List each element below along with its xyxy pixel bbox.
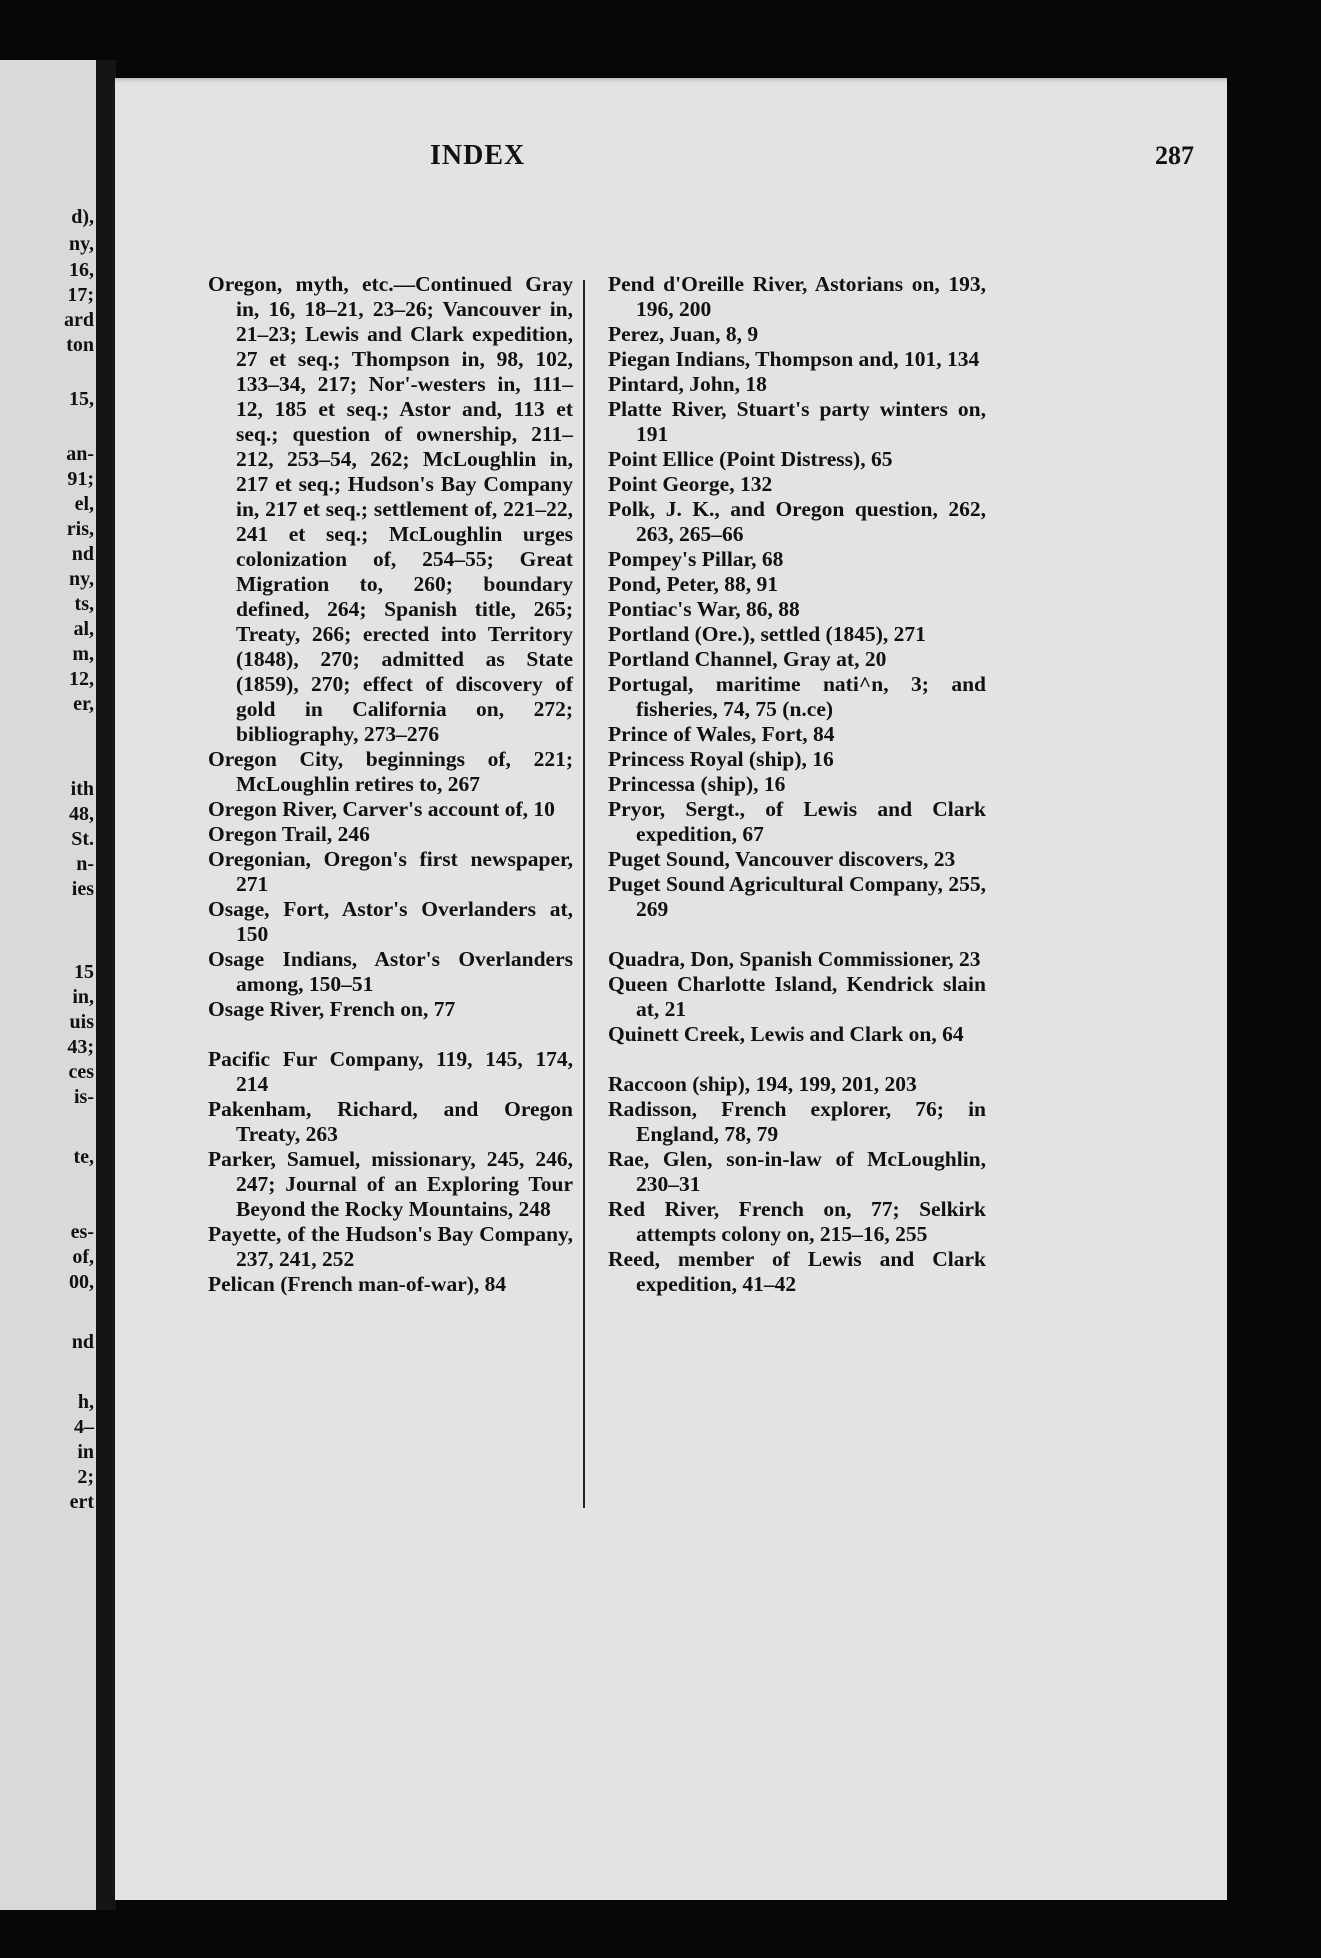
facing-page-fragment: 15,	[69, 388, 94, 410]
index-entry: Pryor, Sergt., of Lewis and Clark expedition, 67	[608, 797, 986, 846]
index-entry: Pond, Peter, 88, 91	[608, 572, 778, 596]
facing-page-text-fragments	[0, 60, 100, 1910]
index-entry: Princessa (ship), 16	[608, 772, 786, 796]
facing-page-fragment: ces	[68, 1061, 94, 1083]
index-entry: Raccoon (ship), 194, 199, 201, 203	[608, 1072, 917, 1096]
index-entry: Pakenham, Richard, and Oregon Treaty, 263	[208, 1097, 573, 1146]
facing-page-fragment: es-	[70, 1221, 94, 1243]
facing-page-fragment: uis	[69, 1011, 94, 1033]
index-entry: Puget Sound, Vancouver discovers, 23	[608, 847, 956, 871]
index-entry: Payette, of the Hudson's Bay Company, 237, 241, 252	[208, 1222, 573, 1271]
facing-page-fragment: ts,	[74, 593, 94, 615]
facing-page-fragment: nd	[71, 1331, 94, 1353]
facing-page-fragment: in,	[72, 986, 94, 1008]
facing-page-fragment: ith	[70, 778, 94, 800]
index-entry: Osage Indians, Astor's Overlanders among, 150–51	[208, 947, 573, 996]
index-column-right	[608, 272, 986, 1297]
letter-section-gap	[608, 1047, 986, 1072]
facing-page-fragment: 00,	[69, 1271, 94, 1293]
index-column-left	[208, 272, 573, 1297]
index-entry: Point George, 132	[608, 472, 773, 496]
facing-page-fragment: ny,	[68, 568, 94, 590]
index-entry: Pelican (French man-of-war), 84	[208, 1272, 507, 1296]
facing-page-fragment: of,	[72, 1246, 94, 1268]
index-entry: Prince of Wales, Fort, 84	[608, 722, 835, 746]
index-entry: Polk, J. K., and Oregon question, 262, 263, 265–66	[608, 497, 986, 546]
index-entry: Portugal, maritime nati^n, 3; and fisheries, 74, 75 (n.ce)	[608, 672, 986, 721]
facing-page-fragment: ny,	[68, 233, 94, 255]
facing-page-fragment: ert	[69, 1491, 94, 1513]
index-entry: Pend d'Oreille River, Astorians on, 193, 196, 200	[608, 272, 986, 321]
facing-page-fragment: n-	[76, 853, 94, 875]
index-entry: Oregon, myth, etc.—Continued Gray in, 16, 18–21, 23–26; Vancouver in, 21–23; Lewis and Clark expedition, 27 et seq.; Thompson in, 98, 102, 133–34, 217; Nor'-westers in, 111–12, 185 et seq.; Astor and, 113 et seq.; question of ownership, 211–212, 253–54, 262; McLoughlin in, 217 et seq.; Hudson's Bay Company in, 217 et seq.; settlement of, 221–22, 241 et seq.; McLoughlin urges colonization of, 254–55; Great Migration to, 260; boundary defined, 264; Spanish title, 265; Treaty, 266; erected into Territory (1848), 270; admitted as State (1859), 270; effect of discovery of gold in California on, 272; bibliography, 273–276	[208, 272, 573, 746]
facing-page-fragment: ard	[64, 309, 94, 331]
index-entry: Red River, French on, 77; Selkirk attempts colony on, 215–16, 255	[608, 1197, 986, 1246]
index-entry: Reed, member of Lewis and Clark expedition, 41–42	[608, 1247, 986, 1296]
index-entry: Piegan Indians, Thompson and, 101, 134	[608, 347, 980, 371]
facing-page-fragment: d),	[71, 206, 94, 228]
facing-page-fragment: 17;	[67, 284, 94, 306]
letter-section-gap	[208, 1022, 573, 1047]
column-divider	[583, 280, 585, 1508]
index-entry: Quinett Creek, Lewis and Clark on, 64	[608, 1022, 964, 1046]
index-entry: Quadra, Don, Spanish Commissioner, 23	[608, 947, 981, 971]
index-entry: Princess Royal (ship), 16	[608, 747, 834, 771]
facing-page-edge	[0, 60, 100, 1910]
index-entry: Radisson, French explorer, 76; in England, 78, 79	[608, 1097, 986, 1146]
index-entry: Puget Sound Agricultural Company, 255, 269	[608, 872, 986, 921]
facing-page-fragment: te,	[73, 1146, 94, 1168]
page-number: 287	[1155, 141, 1194, 170]
facing-page-fragment: 4–	[74, 1416, 94, 1438]
facing-page-fragment: an-	[66, 443, 94, 465]
facing-page-fragment: 2;	[77, 1466, 94, 1488]
facing-page-fragment: 15	[74, 961, 94, 983]
facing-page-fragment: h,	[77, 1391, 94, 1413]
page-title: INDEX	[430, 140, 526, 171]
index-entry: Point Ellice (Point Distress), 65	[608, 447, 893, 471]
facing-page-fragment: el,	[74, 493, 94, 515]
index-entry: Pacific Fur Company, 119, 145, 174, 214	[208, 1047, 573, 1096]
index-entry: Platte River, Stuart's party winters on, 191	[608, 397, 986, 446]
index-entry: Perez, Juan, 8, 9	[608, 322, 759, 346]
index-entry: Queen Charlotte Island, Kendrick slain at, 21	[608, 972, 986, 1021]
index-entry: Oregonian, Oregon's first newspaper, 271	[208, 847, 573, 896]
facing-page-fragment: 91;	[67, 468, 94, 490]
index-entry: Pompey's Pillar, 68	[608, 547, 784, 571]
facing-page-fragment: is-	[74, 1086, 94, 1108]
facing-page-fragment: m,	[72, 643, 94, 665]
index-entry: Portland Channel, Gray at, 20	[608, 647, 887, 671]
facing-page-fragment: 48,	[69, 803, 94, 825]
facing-page-fragment: in	[77, 1441, 94, 1463]
index-entry: Osage, Fort, Astor's Overlanders at, 150	[208, 897, 573, 946]
index-entry: Portland (Ore.), settled (1845), 271	[608, 622, 926, 646]
index-entry: Rae, Glen, son-in-law of McLoughlin, 230–31	[608, 1147, 986, 1196]
facing-page-fragment: 43;	[67, 1036, 94, 1058]
letter-section-gap	[608, 922, 986, 947]
facing-page-fragment: er,	[73, 693, 94, 715]
index-entry: Pintard, John, 18	[608, 372, 767, 396]
facing-page-fragment: ton	[66, 334, 94, 356]
facing-page-fragment: al,	[73, 618, 94, 640]
book-gutter	[96, 60, 116, 1910]
facing-page-fragment: nd	[71, 543, 94, 565]
index-entry: Parker, Samuel, missionary, 245, 246, 247; Journal of an Exploring Tour Beyond the Rocky Mountains, 248	[208, 1147, 573, 1221]
facing-page-fragment: 12,	[69, 668, 94, 690]
facing-page-fragment: 16,	[69, 259, 94, 281]
facing-page-fragment: ris,	[66, 518, 94, 540]
facing-page-fragment: ies	[71, 878, 94, 900]
index-entry: Osage River, French on, 77	[208, 997, 456, 1021]
facing-page-fragment: St.	[71, 828, 94, 850]
index-entry: Oregon Trail, 246	[208, 822, 370, 846]
index-entry: Oregon City, beginnings of, 221; McLoughlin retires to, 267	[208, 747, 573, 796]
index-entry: Oregon River, Carver's account of, 10	[208, 797, 555, 821]
index-entry: Pontiac's War, 86, 88	[608, 597, 800, 621]
